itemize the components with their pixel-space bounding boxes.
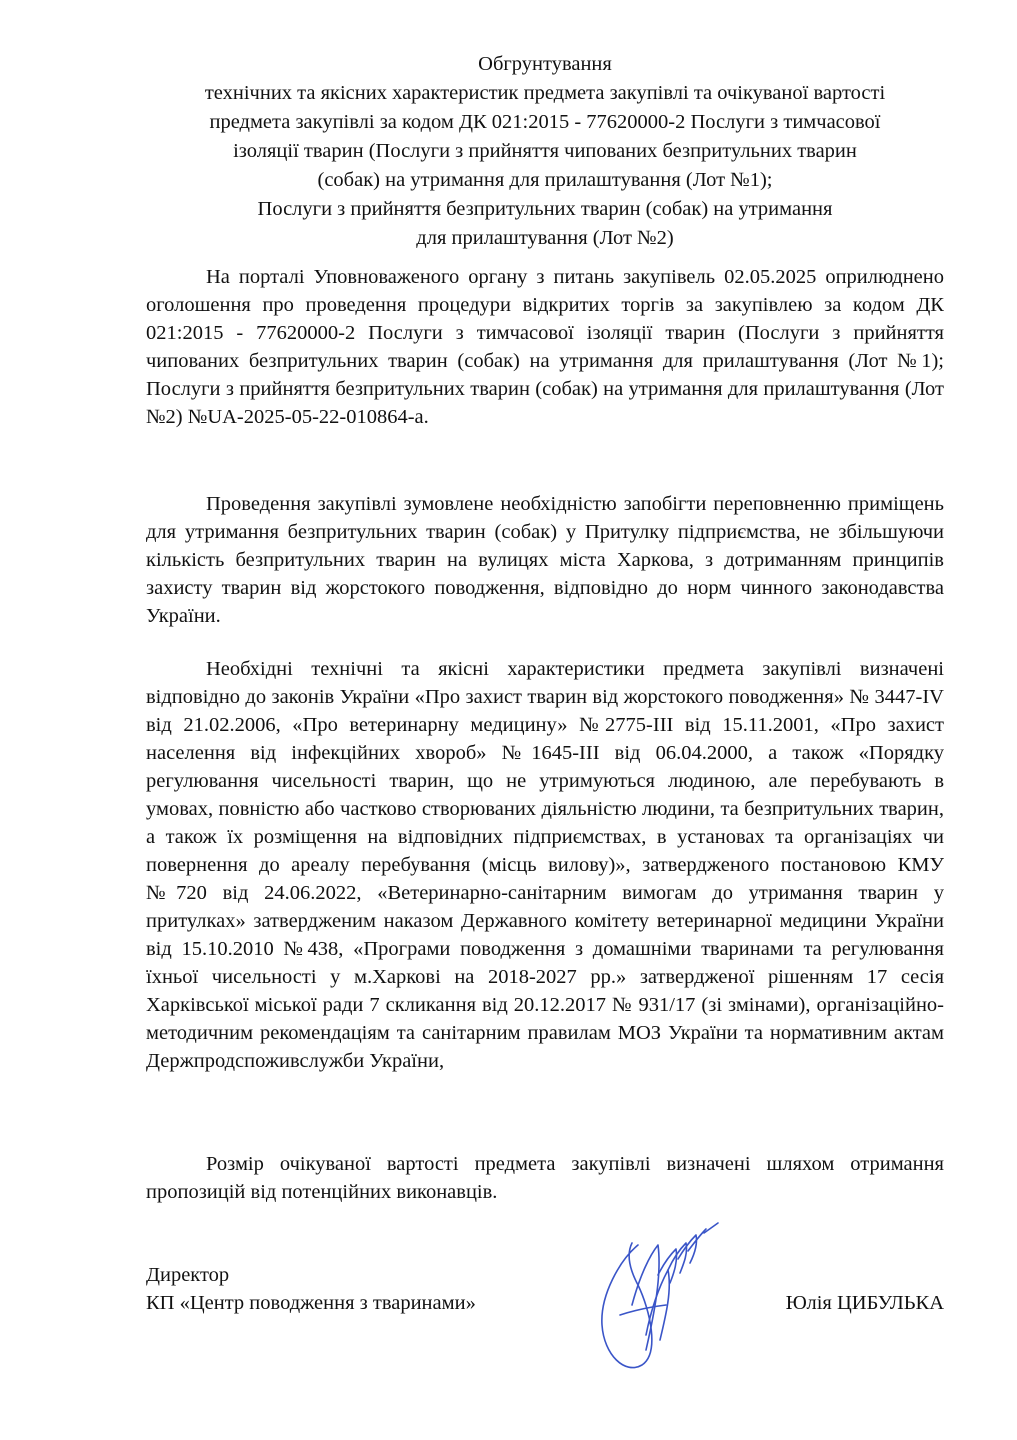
paragraph-legal-basis: Необхідні технічні та якісні характеристики предмета закупівлі визначені відповідно до законів України «Про захист тварин від жорстокого поводження» № 3447-IV від 21.02.2006, «Про ветеринарну медицину» №2775-III від 15.11.2001, «Про захист населення від інфекційних хвороб» №1645-III від 06.04.2000, а також «Порядку регулювання чисельності тварин, що не утримуються людиною, але перебувають в умовах, повністю або частково створюваних діяльністю людини, та безпритульних тварин, а також їх розміщення на відповідних підприємствах, в установах та організаціях чи повернення до ареалу перебування (місць вилову)», затвердженого постановою КМУ №720 від 24.06.2022, «Ветеринарно-санітарним вимогам до утримання тварин у притулках» затвердженим наказом Державного комітету ветеринарної медицини України від 15.10.2010 №438, «Програми поводження з домашніми тваринами та регулювання їхньої чисельності у м.Харкові на 2018-2027 рр.» затвердженої рішенням 17 сесія Харківської міської ради 7 скликання від 20.12.2017 № 931/17 (зі змінами), організаційно-методичним рекомендаціям та санітарним правилам МОЗ України та нормативним актам Держпродспоживслужби України,	[146, 658, 944, 1072]
paragraph-expected-cost: Розмір очікуваної вартості предмета закупівлі визначені шляхом отримання пропозицій від потенційних виконавців.	[146, 1153, 944, 1203]
title-line: Обгрунтування	[478, 53, 612, 75]
title-line: (собак) на утримання для прилаштування (Лот №1);	[317, 169, 773, 191]
title-line: технічних та якісних характеристик предмета закупівлі та очікуваної вартості	[204, 82, 886, 104]
organization-name: КП «Центр поводження з тваринами»	[146, 1292, 476, 1314]
signer-position	[146, 1261, 476, 1317]
document-title	[100, 50, 990, 253]
paragraph-announcement: На порталі Уповноваженого органу з питань закупівель 02.05.2025 оприлюднено оголошення про проведення процедури відкритих торгів за закупівлею за кодом ДК 021:2015 - 77620000-2 Послуги з тимчасової ізоляції тварин (Послуги з прийняття чипованих безпритульних тварин (собак) на утримання для прилаштування (Лот №1); Послуги з прийняття безпритульних тварин (собак) на утримання для прилаштування (Лот №2) №UA-2025-05-22-010864-а.	[146, 266, 944, 428]
title-line: Послуги з прийняття безпритульних тварин (собак) на утримання	[257, 198, 833, 220]
title-line: предмета закупівлі за кодом ДК 021:2015 - 77620000-2 Послуги з тимчасової	[209, 111, 881, 133]
signer-name: Юлія ЦИБУЛЬКА	[785, 1292, 944, 1314]
paragraph-justification: Проведення закупівлі зумовлене необхідністю запобігти переповненню приміщень для утримання безпритульних тварин (собак) у Притулку підприємства, не збільшуючи кількість безпритульних тварин на вулицях міста Харкова, з дотриманням принципів захисту тварин від жорстокого поводження, відповідно до норм чинного законодавства України.	[146, 493, 944, 627]
title-line: для прилаштування (Лот №2)	[416, 227, 674, 249]
title-line: ізоляції тварин (Послуги з прийняття чипованих безпритульних тварин	[233, 140, 857, 162]
handwritten-signature	[580, 1215, 730, 1380]
position-title: Директор	[146, 1264, 230, 1286]
